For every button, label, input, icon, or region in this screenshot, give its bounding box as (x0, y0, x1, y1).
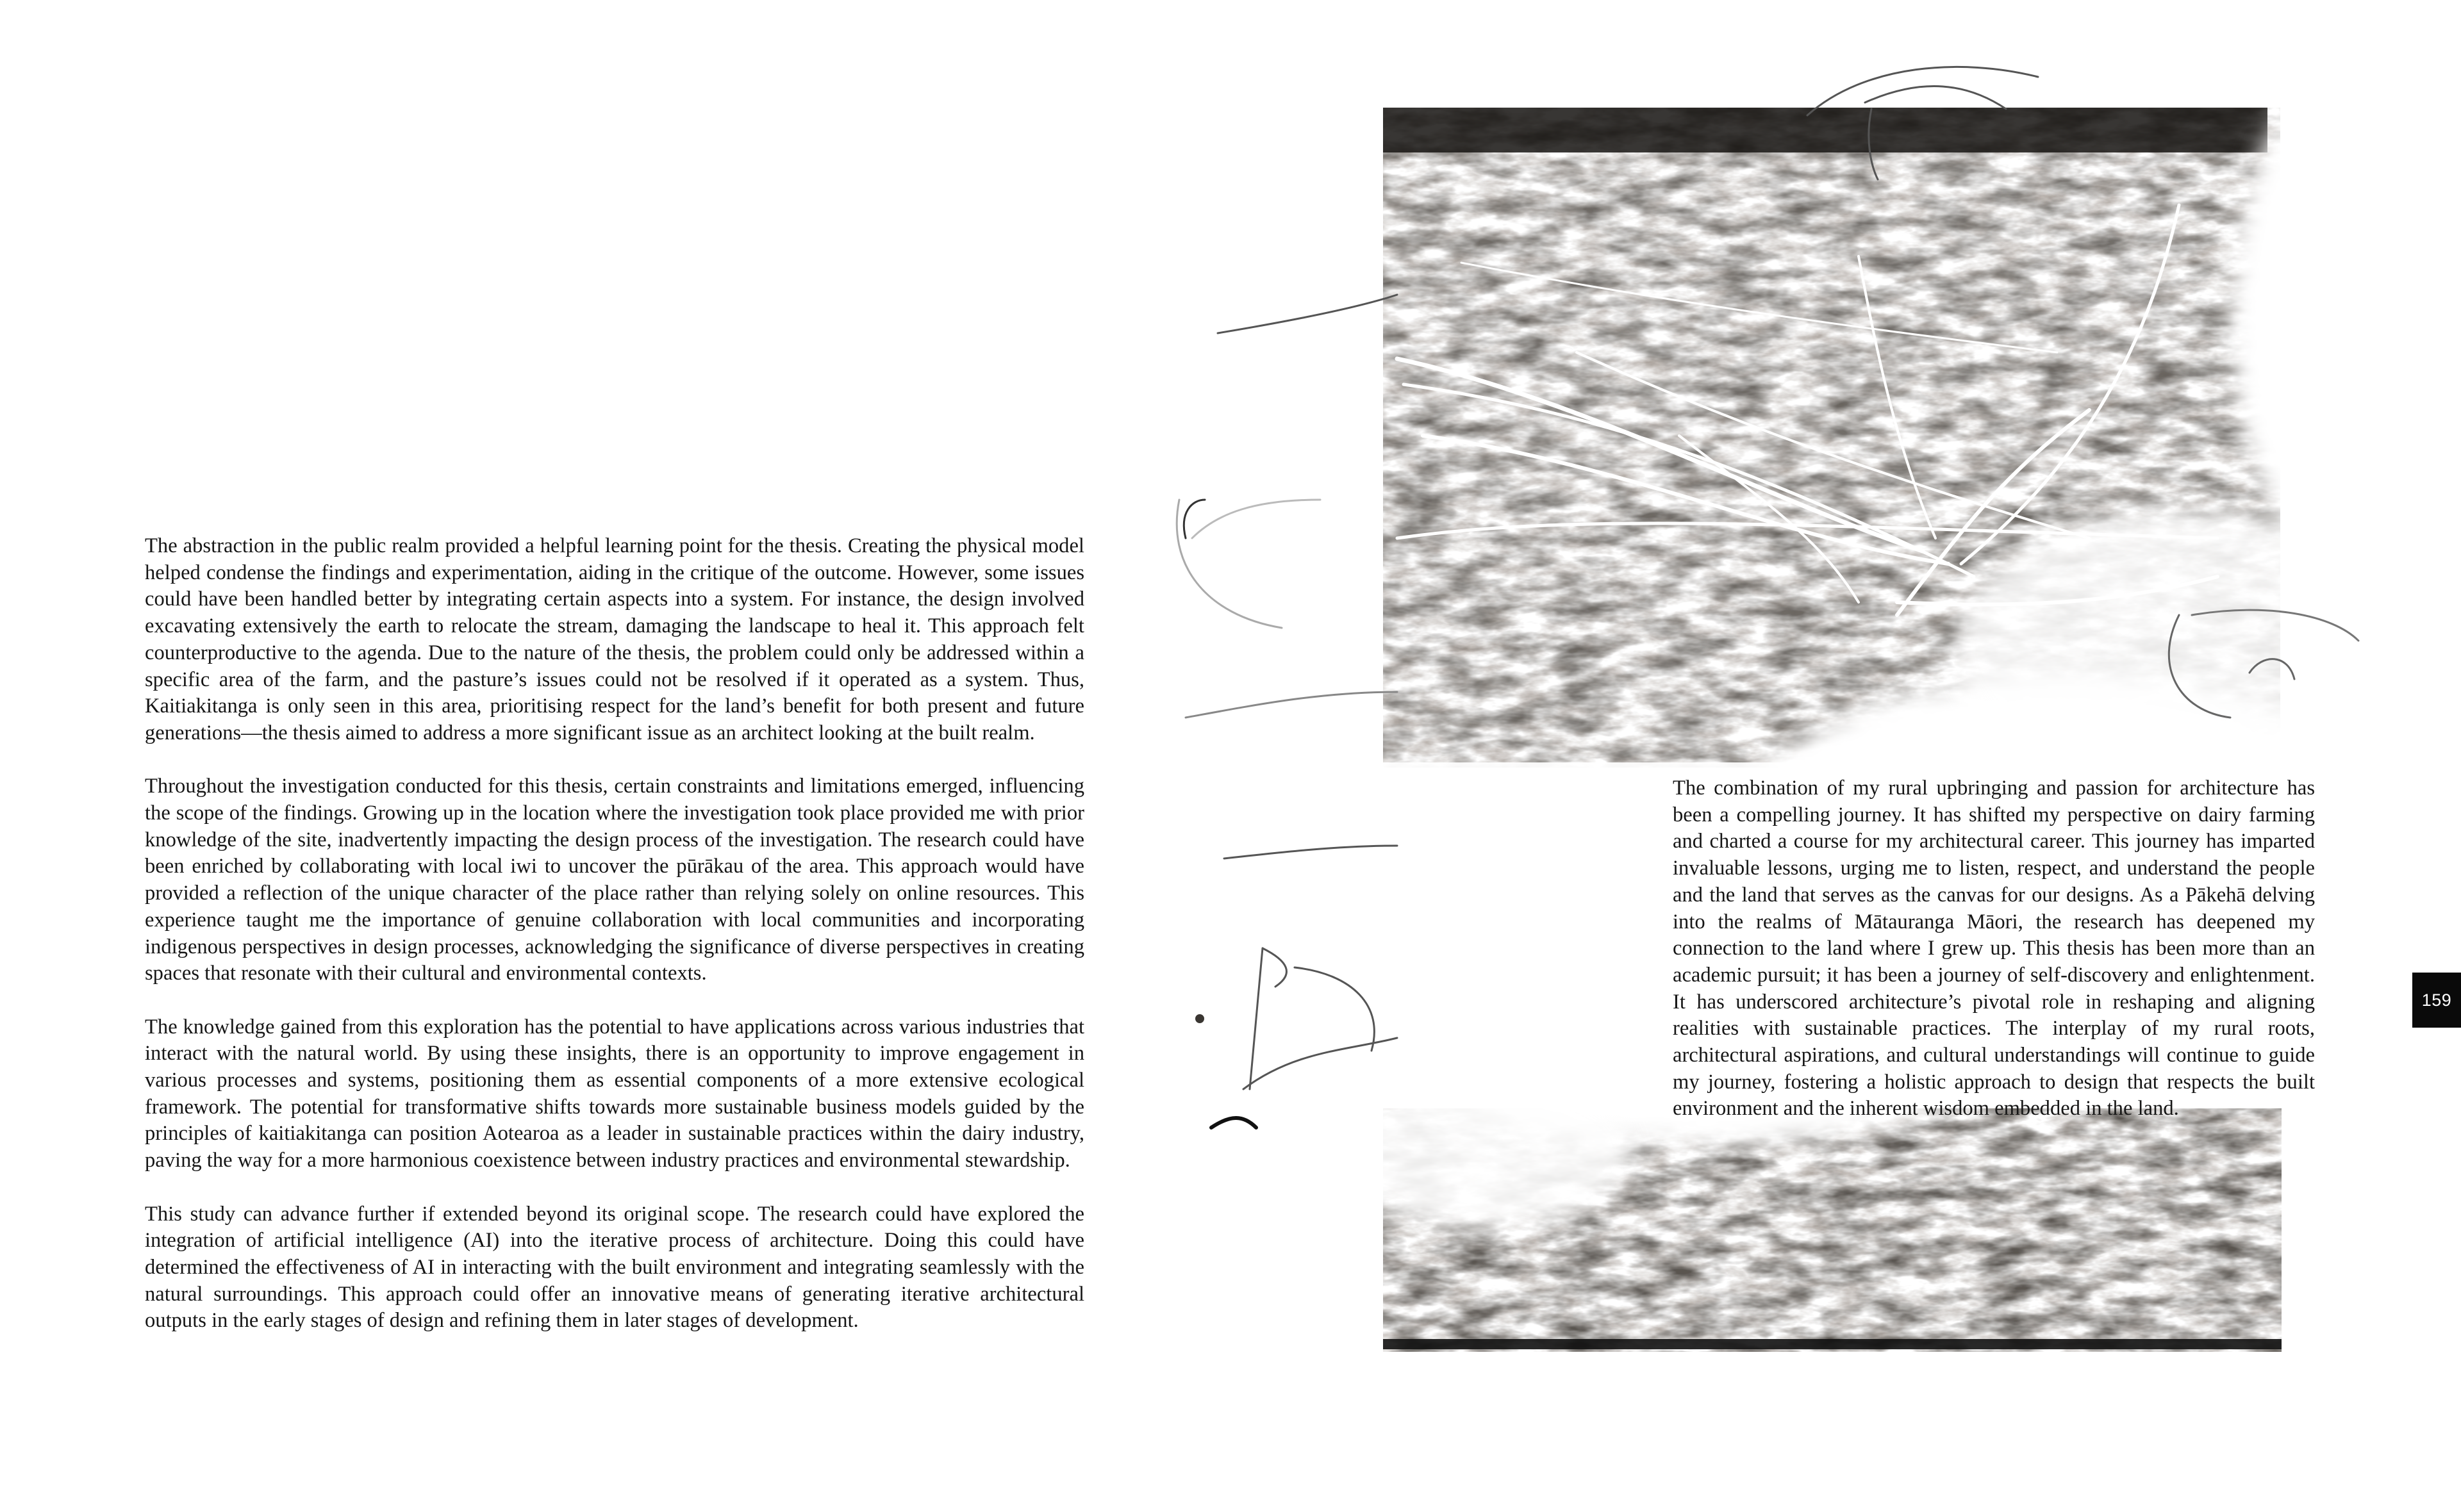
ink-landscape-artwork (1128, 51, 2410, 1429)
paragraph-applications: The knowledge gained from this exploration has the potential to have applications across various industries that interact with the natural world. By using these insights, there is an opportunity to improve engagement in various processes and systems, positioning them as essential components of a more extensive ecological framework. The potential for transformative shifts towards more sustainable business models guided by the principles of kaitiakitanga can position Aotearoa as a leader in sustainable practices within the dairy industry, paving the way for a more harmonious coexistence between industry practices and environmental stewardship. (145, 1015, 1084, 1172)
page-number-tab (2412, 973, 2461, 1028)
paragraph-reflection: The combination of my rural upbringing and passion for architecture has been a compelling journey. It has shifted my perspective on dairy farming and charted a course for my architectural career. This journey has imparted invaluable lessons, urging me to listen, respect, and understand the people and the land that serves as the canvas for our designs. As a Pākehā delving into the realms of Mātauranga Māori, the research has deepened my connection to the land where I grew up. This thesis has been more than an academic pursuit; it has been a journey of self-discovery and enlightenment. It has underscored architecture’s pivotal role in reshaping and aligning realities with sustainable practices. The interplay of my rural roots, architectural aspirations, and cultural understandings will continue to guide my journey, fostering a holistic approach to design that respects the built environment and the inherent wisdom embedded in the land. (1673, 777, 2315, 1121)
right-text-block (1673, 775, 2315, 1122)
paragraph-constraints: Throughout the investigation conducted for this thesis, certain constraints and limitations emerged, influencing the scope of the findings. Growing up in the location where the investigation took place provided me with prior knowledge of the site, inadvertently impacting the design process of the investigation. The research could have been enriched by collaborating with local iwi to uncover the pūrākau of the area. This approach would have provided a reflection of the unique character of the place rather than relying solely on online resources. This experience taught me the importance of genuine collaboration with local communities and incorporating indigenous perspectives in design processes, acknowledging the significance of diverse perspectives in creating spaces that resonate with their cultural and environmental contexts. (145, 775, 1084, 985)
paragraph-public-realm: The abstraction in the public realm provided a helpful learning point for the thesis. Creating the physical model helped condense the findings and experimentation, aiding in the critique of the outcome. However, some issues could have been handled better by integrating certain aspects into a system. For instance, the design involved excavating extensively the earth to relocate the stream, damaging the landscape to heal it. This approach felt counterproductive to the agenda. Due to the nature of the thesis, the problem could only be addressed within a specific area of the farm, and the pasture’s issues could not be resolved if it operated as a system. Thus, Kaitiakitanga is only seen in this area, prioritising respect for the land’s benefit for both present and future generations—the thesis aimed to address a more significant issue as an architect looking at the built realm. (145, 534, 1084, 744)
left-text-column (145, 533, 1084, 1361)
page-number: 159 (2421, 990, 2452, 1010)
ink-dot (1195, 1014, 1204, 1023)
paragraph-future-scope: This study can advance further if extended beyond its original scope. The research could have explored the integration of artificial intelligence (AI) into the iterative process of architecture. Doing this could have determined the effectiveness of AI in interacting with the built environment and integrating seamlessly with the natural surroundings. This approach could offer an innovative means of generating iterative architectural outputs in the early stages of design and refining them in later stages of development. (145, 1202, 1084, 1333)
